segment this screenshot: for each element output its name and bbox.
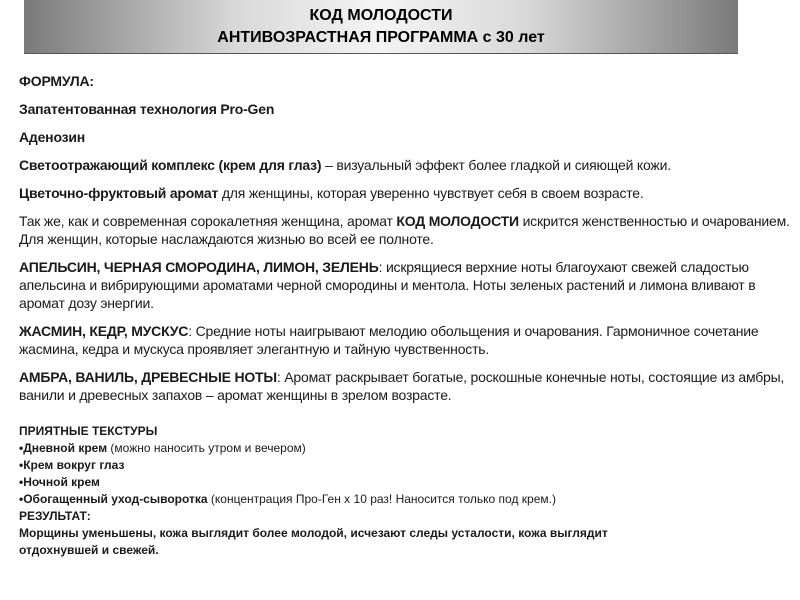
base-notes-text: : Аромат раскрывает богатые, роскошные конечные ноты, состоящие из амбры, ванили и древесных запахов – аромат женщины в зрелом возрасте. xyxy=(19,369,785,403)
intro-before: Так же, как и современная сорокалетняя женщина, аромат xyxy=(19,213,397,229)
middle-notes-text: : Средние ноты наигрывают мелодию обольщения и очарования. Гармоничное сочетание жасмина, кедра и мускуса проявляет элегантную и тайную чувственность. xyxy=(19,323,759,357)
base-notes-paragraph xyxy=(19,368,794,404)
complex-bold: Светоотражающий комплекс (крем для глаз) xyxy=(19,157,322,173)
base-notes-bold: АМБРА, ВАНИЛЬ, ДРЕВЕСНЫЕ НОТЫ xyxy=(19,369,277,385)
serum-text: (концентрация Про-Ген х 10 раз! Наносится только под крем.) xyxy=(207,492,556,506)
main-content xyxy=(19,72,794,414)
serum-bold: •Обогащенный уход-сыворотка xyxy=(19,492,208,506)
top-notes-paragraph xyxy=(19,258,794,312)
aroma-text: для женщины, которая уверенно чувствует себя в своем возрасте. xyxy=(218,185,644,201)
textures-heading: ПРИЯТНЫЕ ТЕКСТУРЫ xyxy=(19,424,158,438)
texture-item-serum xyxy=(19,491,619,508)
texture-item-day-cream xyxy=(19,440,619,457)
intro-paragraph xyxy=(19,212,794,248)
intro-bold: КОД МОЛОДОСТИ xyxy=(396,213,519,229)
formula-complex xyxy=(19,156,794,174)
day-cream-text: (можно наносить утром и вечером) xyxy=(107,441,306,455)
title-banner xyxy=(24,0,738,54)
aroma-bold: Цветочно-фруктовый аромат xyxy=(19,185,219,201)
formula-adenosine: Аденозин xyxy=(19,129,86,145)
top-notes-text: : искрящиеся верхние ноты благоухают свежей сладостью апельсина и вибрирующими ароматами черной смородины и ментола. Ноты зеленых растений и лимона вливают в аромат дозу энергии. xyxy=(19,259,756,311)
title-line-1: КОД МОЛОДОСТИ xyxy=(309,7,453,24)
texture-item-eye-cream: •Крем вокруг глаз xyxy=(19,458,125,472)
formula-tech: Запатентованная технология Pro-Gen xyxy=(19,101,275,117)
formula-heading: ФОРМУЛА: xyxy=(19,73,94,89)
aroma-paragraph xyxy=(19,184,794,202)
result-text: Морщины уменьшены, кожа выглядит более молодой, исчезают следы усталости, кожа выглядит отдохнувшей и свежей. xyxy=(19,526,608,557)
day-cream-bold: •Дневной крем xyxy=(19,441,108,455)
texture-item-night-cream: •Ночной крем xyxy=(19,475,100,489)
intro-after: искрится женственностью и очарованием. Для женщин, которые наслаждаются жизнью во всей ее полноте. xyxy=(19,213,790,247)
title-line-2: АНТИВОЗРАСТНАЯ ПРОГРАММА с 30 лет xyxy=(217,29,545,46)
middle-notes-paragraph xyxy=(19,322,794,358)
result-heading: РЕЗУЛЬТАТ: xyxy=(19,509,91,523)
middle-notes-bold: ЖАСМИН, КЕДР, МУСКУС xyxy=(19,323,189,339)
textures-section xyxy=(19,423,619,559)
complex-text: – визуальный эффект более гладкой и сияющей кожи. xyxy=(321,157,671,173)
top-notes-bold: АПЕЛЬСИН, ЧЕРНАЯ СМОРОДИНА, ЛИМОН, ЗЕЛЕНЬ xyxy=(19,259,379,275)
